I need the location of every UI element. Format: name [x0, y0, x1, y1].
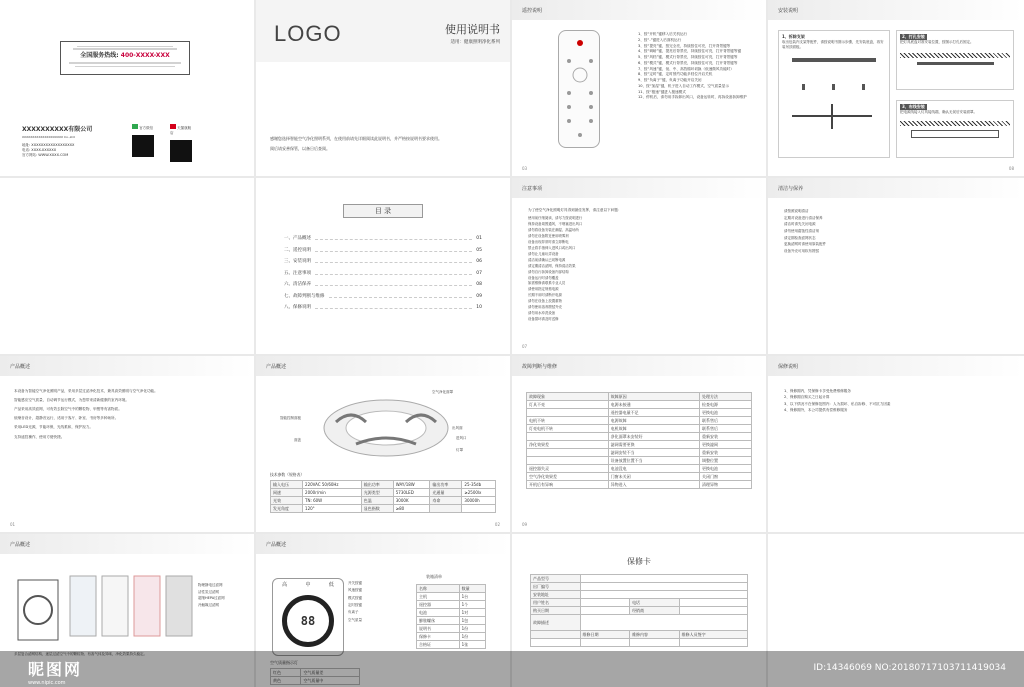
- note-item: 长期不用时请断开电源: [528, 293, 562, 298]
- clean-page: [768, 178, 1024, 354]
- level-mid: 中: [305, 582, 311, 588]
- overview-page-2: [256, 356, 510, 532]
- title-page: [256, 0, 510, 176]
- clean-item: 清洁时请先关闭电源: [784, 222, 816, 227]
- page-number: 09: [522, 522, 528, 528]
- manual-subtitle: 适用：健康照明净化系列: [450, 40, 500, 45]
- qr-tmall: [170, 124, 194, 162]
- toc-item[interactable]: 六、清洁保养 08: [284, 282, 482, 288]
- aq-title: 空气质量指示灯: [270, 660, 298, 665]
- filter-labels: [198, 582, 225, 609]
- notes-intro: 为了使空气净化照明灯具得到最佳发挥，请注意以下问题：: [528, 208, 622, 212]
- panel-label: 空气质量: [348, 617, 362, 622]
- clean-item: 设备外壳可用软布擦拭: [784, 248, 819, 253]
- panel-label: 开关按键: [348, 581, 362, 585]
- watermark-logo: 昵图网: [28, 660, 83, 679]
- remote-header: 遥控说明: [522, 8, 543, 14]
- card-table: 产品型号 出厂编号 安装地址 用户姓名 电话 购买日期 经销商 故障描述 维修日期 维修内容 维修人员签字: [530, 574, 748, 647]
- spec-table: 输入电压 220VAC 50/60Hz 输出功率 WAY/18W 输出功率 25-35db 网速 2000r/min 光源类型 5730LED 光通量 ≥2500lx 光效 TN: 60W 色温 3000K 寿命 30000h 发光角度 120° 显色指数 ≥80: [270, 480, 496, 513]
- note-item: 清洁前请确认已切断电源: [528, 257, 566, 262]
- note-item: 请勿在设备上放置重物: [528, 299, 562, 304]
- remote-step: 5、按“风档”键，模式行背景亮，持续按住可亮，打开背景键等: [638, 55, 738, 59]
- install-step-1: [778, 30, 890, 158]
- toc-item[interactable]: 三、安装说明 06: [284, 259, 482, 265]
- intro-text-2: 阅后请妥善保管，以备日后查阅。: [270, 146, 330, 151]
- warranty-item: 3、以下情况不在保修范围内：人为损坏、私自拆修、不可抗力因素: [784, 401, 891, 406]
- panel-labels: [348, 580, 362, 624]
- panel-label: 风速按键: [348, 588, 362, 593]
- panel-label: 负离子: [348, 610, 359, 615]
- remote-step: 2、按“-”键进入后面机运行: [638, 37, 682, 42]
- filter-label: 冷触媒过滤网: [198, 602, 219, 607]
- toc-page: [256, 178, 510, 354]
- watermark-id: ID:14346069 NO:20180717103711419034: [813, 663, 1006, 673]
- packing-title: 装箱清单: [426, 574, 442, 579]
- control-panel-drawing: [272, 578, 344, 656]
- company-addr: 地址: XXXXXXXXXXXXXXXXXX: [22, 143, 75, 148]
- install-step-3: [896, 100, 1014, 158]
- clean-item: 定期对设备进行清洁保养: [784, 215, 823, 220]
- clean-list: [784, 208, 1014, 254]
- note-item: 请勿在设备附近使用喷雾剂: [528, 233, 569, 238]
- install-header: 安装说明: [778, 8, 799, 14]
- overview-header: 产品概述: [10, 364, 31, 370]
- clean-header: 清洁与保养: [778, 186, 804, 192]
- install-step-2-title: 2、打孔安装: [902, 34, 925, 39]
- overview-paragraph: 低噪音设计，超静音运行，适用于客厅、卧室、书房等多种场所。: [14, 416, 119, 421]
- note-item: 请勿让儿童玩弄设备: [528, 251, 559, 256]
- remote-step: 10、按“加湿”键，机子进入自动工作模式，空气质量显示: [638, 83, 729, 88]
- page-number: 07: [522, 344, 528, 350]
- parts-header: 产品概述: [10, 542, 31, 548]
- panel-label: 模式按键: [348, 595, 362, 600]
- note-item: 请定期清洁滤网，保持清洁效果: [528, 263, 576, 268]
- note-item: 禁止将手指伸入进风口或出风口: [528, 245, 576, 250]
- install-page: [768, 0, 1024, 176]
- company-en: XXXXXXXXXXXXXXXXXXXX Co.,Ltd: [22, 134, 75, 139]
- watermark-bar: [0, 651, 1024, 687]
- level-low: 低: [328, 582, 334, 588]
- faults-header: 故障判断与维修: [522, 364, 558, 370]
- note-item: 设备损坏请及时送修: [528, 317, 559, 322]
- aq-table: 红色 空气质量差 黄色 空气质量中: [270, 668, 360, 685]
- remote-page: [512, 0, 766, 176]
- qr-wechat: [132, 124, 156, 157]
- overview-paragraph: 本设备为智能空气净化照明产品，采用多层过滤净化技术，兼具高效照明与空气净化功能。: [14, 389, 158, 393]
- warranty-item: 1、保修期内，凭保修卡享受免费维修服务: [784, 389, 851, 393]
- lamp-label: 出风面: [452, 426, 463, 430]
- clean-item: 请按照说明清洁: [784, 209, 809, 213]
- remote-step: 4、按“调暗”键，提亮后背景亮，持续按住可亮，打开背景键等键: [638, 49, 742, 54]
- overview-paragraph: 采用LED光源，节能环保，光线柔和，保护视力。: [14, 425, 93, 430]
- lamp-label: 进风口: [456, 436, 467, 440]
- note-item: 请勿自行拆卸设备内部结构: [528, 269, 569, 274]
- remote-step: 12、停机后，请勿用手拆卸出风口，设备运转时，再拆设备拆卸维护: [638, 95, 747, 100]
- remote-step: 9、按“负离子”键，负离子功能开启关闭: [638, 78, 702, 82]
- spec-title: 技术参数（规格表）: [270, 472, 305, 477]
- watermark-left: [28, 657, 82, 686]
- toc-item[interactable]: 二、遥控说明 05: [284, 247, 482, 253]
- filter-label: 活性炭过滤网: [198, 589, 219, 594]
- remote-step: 7、按“风速”键，低、中、高挡循环切换（低速微风功能时）: [638, 66, 734, 71]
- remote-step: 3、按“提亮”键，按完全亮，持续按住可亮，打开背景键等: [638, 43, 731, 48]
- warranty-item: 4、保修期外，本公司提供有偿维修服务: [784, 408, 848, 413]
- lamp-label: 智能控制面板: [280, 416, 301, 420]
- parts-text: 多层复合滤网结构，逐层过滤空气中的颗粒物、有害气体及异味，净化效果持久稳定。: [14, 652, 147, 656]
- cover-page: [0, 0, 254, 176]
- page-number: 03: [522, 166, 528, 172]
- install-step-1-title: 1、拆除支架: [782, 34, 805, 39]
- intro-text: 感谢您选择智能空气净化照明系列，在使用前请先详细阅读此说明书，并严格按说明书要求使用。: [270, 136, 442, 141]
- note-item: 请使用指定规格电源: [528, 287, 559, 292]
- watermark-url: www.nipic.com: [28, 680, 66, 686]
- lamp-label: 面盖: [294, 438, 301, 442]
- company-name: XXXXXXXXXX有限公司: [22, 126, 93, 133]
- display-digits: 88: [300, 613, 316, 628]
- note-item: 请勿用水冲洗设备: [528, 311, 556, 316]
- warranty-page: [768, 356, 1024, 532]
- company-tel: 电话: XXXX-XXXXXX: [22, 148, 57, 153]
- manual-title: 使用说明书: [445, 23, 500, 36]
- overview-paragraph: 智能感应空气质量，自动调节运行模式，为您带来清新健康的室内环境。: [14, 398, 129, 403]
- toc-item[interactable]: 五、注意事项 07: [284, 270, 482, 276]
- remote-steps: [638, 32, 758, 101]
- qr-wechat-label: 官方微信: [139, 126, 154, 130]
- overview-paragraph: 支持遥控操作，使用方便快捷。: [14, 434, 65, 439]
- panel-header: 产品概述: [266, 542, 287, 548]
- warranty-header: 保修说明: [778, 364, 799, 370]
- note-item: 设备运行时请勿覆盖: [528, 275, 559, 280]
- logo-text: LOGO: [274, 21, 342, 46]
- lamp-drawing: [316, 392, 456, 466]
- hotline-label: 全国服务热线:: [80, 51, 119, 59]
- lamp-label: 空气净化面罩: [432, 390, 453, 394]
- lamp-label: 灯罩: [456, 448, 463, 452]
- filter-label: 超细HEPA过滤网: [198, 596, 225, 601]
- note-item: 请勿使用溶剂擦拭外壳: [528, 305, 562, 310]
- overview-paragraph: 产品采用高效滤网，可有效去除空气中的颗粒物、甲醛等有害物质。: [14, 407, 122, 412]
- overview-header: 产品概述: [266, 364, 287, 370]
- toc-item[interactable]: 七、故障判断与维修 09: [284, 293, 482, 299]
- remote-control-drawing: [558, 30, 600, 148]
- note-item: 如需维修请联系专业人员: [528, 281, 566, 286]
- warranty-item: 2、保修期自购买之日起计算: [784, 395, 830, 400]
- faults-table: 故障现象 故障原因 处理方法 灯具不亮 电源未接通 检查电源 遥控器电量不足 更换电池 电机不转 电源故障 联系售后 灯亮电机不转 电机故障 联系售后 净化面罩未安装好 重新安装 净化效果差 滤网需要更换 更换滤网 滤网安装不当 重新安装 设备放置位置不当 调整位置 遥控器失灵 电池没电 更换电池 空气净化效果差 门窗未关闭 关闭门窗 开机后有异响 异物进入 清理异物: [526, 392, 752, 489]
- note-item: 使用前仔细阅读，请尽力按说明进行: [528, 216, 583, 220]
- blank-page: [0, 178, 254, 354]
- panel-label: 定时按键: [348, 603, 362, 608]
- install-step-2-text: 把灯具底盘对准安装位置，按图示打孔后固定。: [900, 39, 974, 44]
- note-item: 设备出现异常时请立即断电: [528, 239, 569, 244]
- clean-item: 请定期检查滤网状态: [784, 235, 816, 240]
- hotline-box: [60, 41, 190, 75]
- note-item: 保持设备周围通风，不堵塞进出风口: [528, 221, 583, 226]
- notes-page: [512, 178, 766, 354]
- clean-item: 更换滤网时请使用原装配件: [784, 242, 826, 247]
- card-title: 保修卡: [627, 557, 651, 566]
- install-step-3-title: 3、布线安装: [902, 104, 925, 109]
- remote-step: 8、按“定时”键，定时预约功能多档位开启关机: [638, 72, 713, 77]
- overview-text: [14, 388, 240, 440]
- page-number: 02: [494, 522, 500, 528]
- notes-header: 注意事项: [522, 186, 543, 192]
- page-number: 01: [10, 522, 16, 528]
- level-high: 高: [282, 582, 288, 588]
- hotline-number: 400-XXXX-XXX: [120, 51, 170, 59]
- qr-tmall-label: 天猫旗舰店: [170, 126, 192, 136]
- clean-item: 请勿使用腐蚀性清洁剂: [784, 228, 819, 233]
- warranty-list: [784, 388, 1012, 414]
- page-number: 08: [1008, 166, 1014, 172]
- remote-step: 6、按“模式”键，模式行背景亮，持续按住可亮，打开背景键等: [638, 60, 738, 65]
- packing-table: 名称 数量 主机 1台 遥控器 1个 电池 1对 膨胀螺丝 1包 说明书 1份 保修卡 1份 合格证 1张: [416, 584, 486, 649]
- install-step-2: [896, 30, 1014, 90]
- company-web: 官方网站: WWW.XXXX.COM: [22, 153, 69, 158]
- remote-step: 11、按“极速”键进入极速模式: [638, 89, 686, 94]
- overview-page-1: [0, 356, 254, 532]
- faults-page: [512, 356, 766, 532]
- note-item: 请勿将设备安装在潮湿、高温场所: [528, 227, 579, 232]
- install-step-1-text: 取出包装内支架等配件，请按说明书图示步骤，先安装底盘，再安装吊顶面板。: [782, 39, 884, 49]
- remote-step: 1、按“开机”键移入后关机运行: [638, 32, 688, 36]
- filter-label: 物理静电过滤网: [198, 583, 223, 587]
- notes-list: [528, 216, 756, 323]
- install-step-3-text: 把电源线接入灯具接线端，确认无误后安装面罩。: [900, 109, 977, 114]
- toc-item[interactable]: 八、保修说明 10: [284, 305, 482, 311]
- filter-stack-drawing: [14, 570, 194, 648]
- toc-item[interactable]: 一、产品概述 01: [284, 236, 482, 242]
- toc-title: 目 录: [343, 204, 423, 218]
- toc-list: [284, 234, 482, 315]
